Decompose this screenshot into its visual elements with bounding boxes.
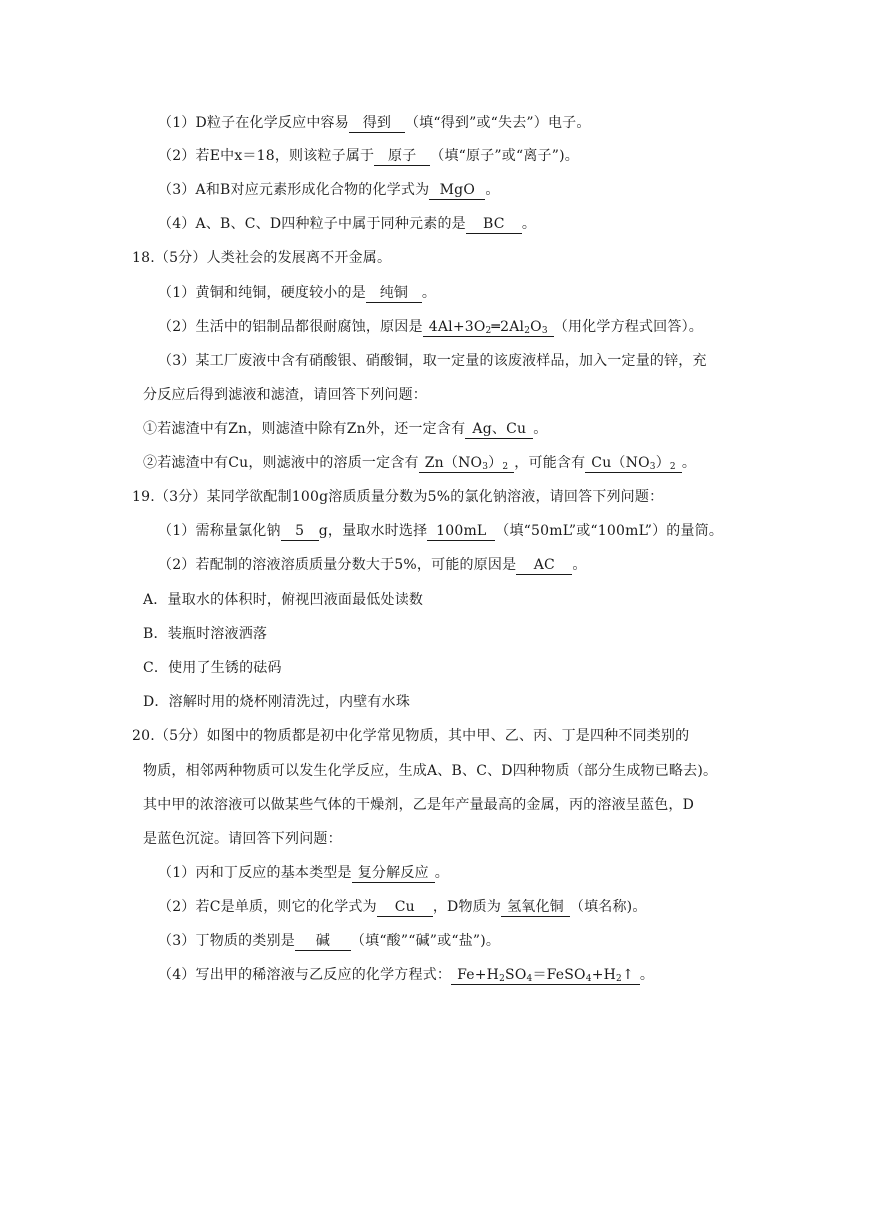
q20-equation-part-c: ＝FeSO: [532, 967, 586, 983]
q17-part-2: [158, 146, 579, 166]
q18-case-2-ans2-b: ）: [655, 455, 670, 471]
q19-stem-text: 19.（3分）某同学欲配制100g溶质质量分数为5%的氯化钠溶液，请回答下列问题：: [132, 489, 664, 505]
q20-part-4-tail: 。: [639, 967, 655, 983]
q20-stem-line-4: [143, 829, 342, 849]
q17-part-3-tail: 。: [485, 182, 500, 198]
q19-option-a-text: A．量取水的体积时，俯视凹液面最低处读数: [143, 592, 424, 608]
q18-equation-sub-2: 2: [524, 326, 531, 336]
q18-part-1: [158, 283, 436, 303]
q18-part-2: [158, 317, 703, 337]
q18-part-1-answer: 纯铜: [366, 285, 422, 303]
q17-part-4-answer: BC: [466, 216, 522, 234]
q18-case-2-ans2-a: Cu（NO: [591, 455, 650, 471]
q17-part-1-answer: 得到: [349, 115, 405, 133]
q17-part-4-tail: 。: [521, 216, 537, 232]
q18-case-2-ans1-sub-1: 3: [482, 462, 489, 472]
q18-case-2-ans1-b: ）: [488, 455, 503, 471]
q20-part-1-answer: 复分解反应: [352, 865, 435, 883]
q17-part-2-tail: （填“原子”或“离子”)。: [430, 148, 579, 164]
q19-part-1: [158, 521, 723, 541]
q20-stem-line-1: [132, 726, 689, 746]
q18-case-1-answer: Ag、Cu: [465, 421, 533, 439]
q18-case-2-ans2-sub-1: 3: [649, 462, 656, 472]
q20-part-2-answer-1: Cu: [377, 899, 433, 917]
q20-equation-part-d: +H: [591, 967, 617, 983]
q19-part-1-tail: （填“50mL”或“100mL”）的量筒。: [495, 523, 724, 539]
q18-part-3-line-1: [158, 351, 707, 371]
q18-equation-sub-1: 2: [485, 326, 492, 336]
q20-part-4-text: （4）写出甲的稀溶液与乙反应的化学方程式：: [158, 967, 452, 983]
q20-part-3-tail: （填“酸”“碱”或“盐”)。: [350, 933, 501, 949]
q20-equation-part-a: Fe+H: [457, 967, 500, 983]
q20-equation-sub-3: 4: [585, 974, 592, 984]
q18-part-2-tail: （用化学方程式回答）。: [553, 319, 703, 335]
q17-part-2-text: （2）若E中x＝18，则该粒子属于: [158, 148, 375, 164]
q17-part-2-answer: 原子: [374, 148, 430, 166]
q18-equation-sub-3: 3: [541, 326, 548, 336]
q20-part-2-mid: ，D物质为: [432, 899, 502, 915]
q17-part-3-answer: MgO: [429, 182, 485, 200]
q18-equation-part-a: 4Al+3O: [428, 319, 486, 335]
q18-case-2-ans2-sub-2: 2: [669, 462, 676, 472]
q20-stem-text-1: 20.（5分）如图中的物质都是初中化学常见物质，其中甲、乙、丙、丁是四种不同类别的: [132, 728, 690, 744]
q18-case-1-tail: 。: [533, 421, 548, 437]
q17-part-3-text: （3）A和B对应元素形成化合物的化学式为: [158, 182, 430, 198]
q20-equation-sub-2: 4: [526, 974, 533, 984]
q19-option-c-text: C．使用了生锈的砝码: [143, 660, 282, 676]
q17-part-1-tail: （填“得到”或“失去”）电子。: [404, 115, 591, 131]
q18-case-2-ans1-sub-2: 2: [502, 462, 509, 472]
q17-part-3: [158, 180, 500, 200]
q17-part-1-text: （1）D粒子在化学反应中容易: [158, 115, 349, 131]
q18-case-2: [143, 453, 696, 473]
q20-equation-sub-4: 2: [616, 974, 622, 984]
q19-option-a: [143, 590, 423, 610]
q19-part-1-text: （1）需称量氯化钠: [158, 523, 281, 539]
q17-part-4-text: （4）A、B、C、D四种粒子中属于同种元素的是: [158, 216, 466, 232]
q20-part-4-answer: [451, 967, 640, 985]
q18-part-2-answer: [423, 319, 554, 337]
q20-part-3-text: （3）丁物质的类别是: [158, 933, 295, 949]
q18-case-2-answer-2: [585, 455, 682, 473]
q18-equation-part-c: O: [530, 319, 542, 335]
q18-case-2-tail: 。: [681, 455, 697, 471]
q19-option-c: [143, 658, 282, 678]
q18-case-2-mid: ，可能含有: [514, 455, 586, 471]
q18-stem-text: 18.（5分）人类社会的发展离不开金属。: [132, 250, 392, 266]
q20-stem-text-2: 物质，相邻两种物质可以发生化学反应，生成A、B、C、D四种物质（部分生成物已略去)。: [143, 763, 718, 779]
q18-stem: [132, 248, 391, 268]
q20-part-1-tail: 。: [434, 865, 449, 881]
q19-part-2-text: （2）若配制的溶液溶质质量分数大于5%，可能的原因是: [158, 557, 517, 573]
q19-part-2: [158, 555, 587, 575]
q18-part-2-text: （2）生活中的铝制品都很耐腐蚀，原因是: [158, 319, 423, 335]
q20-part-1: [158, 863, 449, 883]
q20-stem-line-2: [143, 761, 717, 781]
q19-part-1-answer-1: 5: [281, 523, 319, 541]
q20-part-2-tail: （填名称)。: [569, 899, 647, 915]
q20-part-4: [158, 965, 654, 985]
q20-part-2-answer-2: 氢氧化铜: [501, 899, 570, 917]
q18-case-1: [143, 419, 548, 439]
q20-equation-sub-1: 2: [499, 974, 506, 984]
q18-equation-part-b: ═2Al: [491, 319, 525, 335]
q20-equation-part-e: ↑: [621, 967, 634, 983]
q19-part-2-answer: AC: [516, 557, 572, 575]
q19-option-d: [143, 692, 410, 712]
q20-part-2-text: （2）若C是单质，则它的化学式为: [158, 899, 377, 915]
q20-stem-text-4: 是蓝色沉淀。请回答下列问题：: [143, 831, 342, 847]
q20-part-3: [158, 931, 500, 951]
q18-case-2-ans1-a: Zn（NO: [424, 455, 483, 471]
q19-part-1-mid: g，量取水时选择: [318, 523, 428, 539]
q20-stem-line-3: [143, 795, 694, 815]
q19-part-2-tail: 。: [572, 557, 587, 573]
q18-part-1-tail: 。: [421, 285, 437, 301]
q19-option-b: [143, 624, 267, 644]
q19-stem: [132, 487, 663, 507]
q20-part-3-answer: 碱: [295, 933, 351, 951]
q20-stem-text-3: 其中甲的浓溶液可以做某些气体的干燥剂，乙是年产量最高的金属，丙的溶液呈蓝色，D: [143, 797, 695, 813]
q18-case-1-text: ①若滤渣中有Zn，则滤渣中除有Zn外，还一定含有: [143, 421, 466, 437]
q18-case-2-text: ②若滤渣中有Cu，则滤液中的溶质一定含有: [143, 455, 419, 471]
q17-part-1: [158, 113, 591, 133]
q20-part-2: [158, 897, 647, 917]
q18-part-3-line-2: [143, 385, 427, 405]
q19-option-d-text: D．溶解时用的烧杯刚清洗过，内壁有水珠: [143, 694, 411, 710]
q20-equation-part-b: SO: [505, 967, 527, 983]
q17-part-4: [158, 214, 536, 234]
q20-part-1-text: （1）丙和丁反应的基本类型是: [158, 865, 352, 881]
q18-part-3-text-1: （3）某工厂废液中含有硝酸银、硝酸铜，取一定量的该废液样品，加入一定量的锌，充: [158, 353, 707, 369]
q18-case-2-answer-1: [419, 455, 515, 473]
q19-part-1-answer-2: 100mL: [427, 523, 495, 541]
q19-option-b-text: B．装瓶时溶液洒落: [143, 626, 268, 642]
q18-part-1-text: （1）黄铜和纯铜，硬度较小的是: [158, 285, 366, 301]
q18-part-3-text-2: 分反应后得到滤液和滤渣，请回答下列问题：: [143, 387, 427, 403]
